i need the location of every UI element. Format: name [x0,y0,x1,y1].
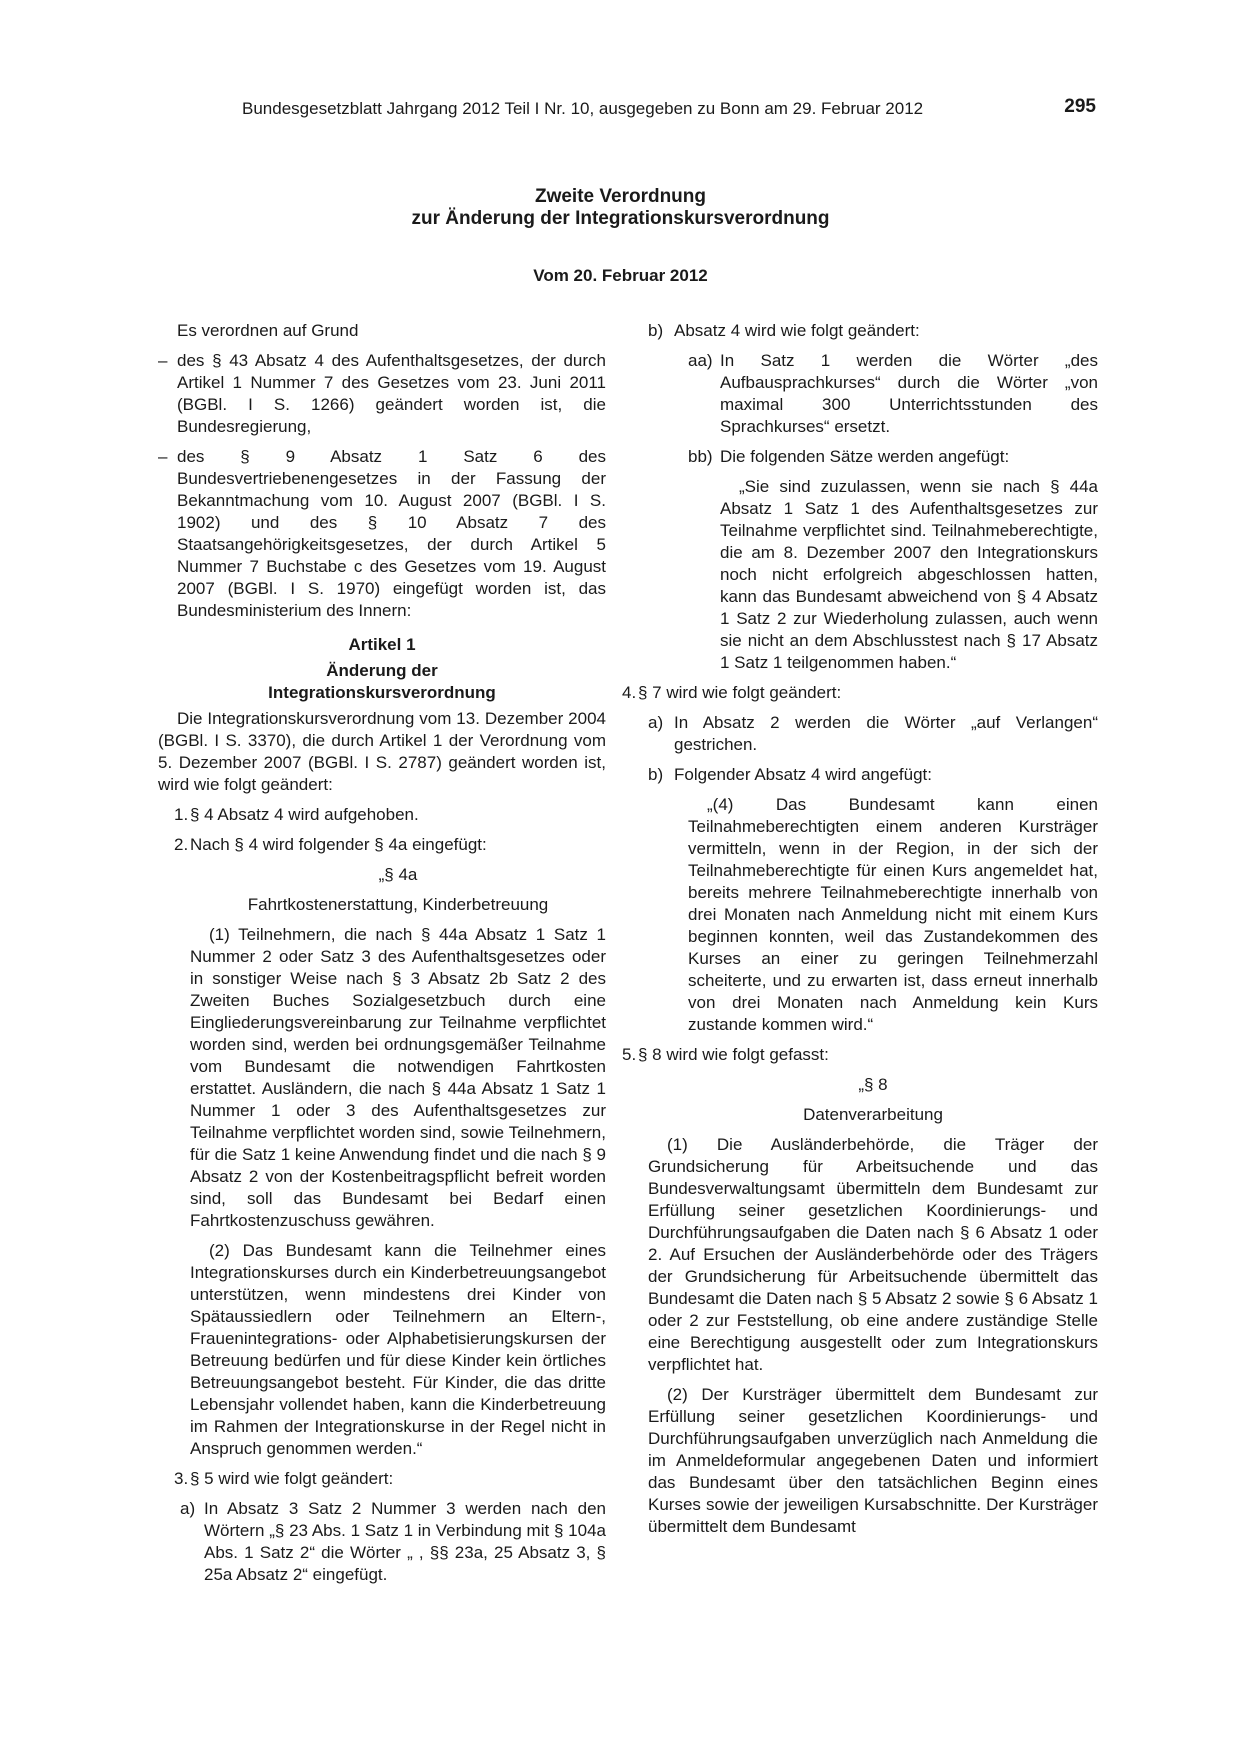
running-title: Bundesgesetzblatt Jahrgang 2012 Teil I Nr. 10, ausgegeben zu Bonn am 29. Februar 2012 [242,99,924,118]
item-letter: aa) [688,351,713,370]
amendment-item-3b-bb [648,446,1098,468]
item-text: § 5 wird wie folgt geändert: [190,1469,394,1488]
item-text: § 8 wird wie folgt gefasst: [638,1045,829,1064]
amendment-item-1 [158,804,606,826]
section-8-paragraph-2: (2) Der Kursträger übermittelt dem Bundesamt zur Erfüllung seiner gesetzlichen Koordinierungs- und Durchführungsaufgaben unverzüglich nach Anmeldung die im Anmeldeformular angegebenen Daten und informiert das Bundesamt über den tatsächlichen Beginn eines Kurses sowie der jeweiligen Kursabschnitte. Der Kursträger übermittelt dem Bundesamt [648,1385,1098,1536]
dash-marker: – [158,447,168,466]
amendment-item-3b [648,320,1098,342]
article-label: Artikel 1 [348,635,416,654]
item-letter: a) [180,1499,196,1518]
left-column [158,320,606,1594]
item-text: In Absatz 2 werden die Wörter „auf Verlangen“ gestrichen. [674,713,1098,754]
item-text: § 4 Absatz 4 wird aufgehoben. [190,805,419,824]
item-number: 4. [622,683,637,702]
title-line-1: Zweite Verordnung [534,186,707,207]
amendment-item-4a [648,712,1098,756]
article-title-line-2: Integrationskursverordnung [268,683,496,702]
item-letter: b) [648,321,664,340]
item-text: In Satz 1 werden die Wörter „des Aufbausprachkurses“ durch die Wörter „von maximal 300 Unterrichtsstunden des Sprachkurses“ ersetzt. [720,351,1098,436]
section-7-para-4-quote: „(4) Das Bundesamt kann einen Teilnahmeberechtigten einem anderen Kursträger vermitteln, wenn in der Region, in der sich der Teilnahmeberechtigte für einen Kurs angemeldet hat, bereits mehrere Teilnahmeberechtigte innerhalb von drei Monaten nach Anmeldung nicht mit einem Kurs beginnen konnten, weil das Zustandekommen des Kurses an einer zu geringen Teilnehmerzahl scheiterte, und zu erwarten ist, dass erneut innerhalb von drei Monaten nach Anmeldung kein Kurs zustande kommen wird.“ [688,795,1098,1034]
section-4a-title: Fahrtkostenerstattung, Kinderbetreuung [247,895,549,914]
page-number: 295 [1064,96,1096,117]
item-text: Die folgenden Sätze werden angefügt: [720,447,1010,466]
legal-basis-text: des § 43 Absatz 4 des Aufenthaltsgesetzes, der durch Artikel 1 Nummer 7 des Gesetzes vom 23. Juni 2011 (BGBl. I S. 1266) geändert worden ist, die Bundesregierung, [177,351,606,436]
section-8-label: „§ 8 [858,1075,888,1094]
preamble-intro: Es verordnen auf Grund [177,321,359,340]
item-letter: bb) [688,447,713,466]
item-number: 1. [174,805,189,824]
document-title-block [0,186,1241,287]
item-letter: a) [648,713,664,732]
dash-marker: – [158,351,168,370]
amendment-item-3b-aa [648,350,1098,438]
item-number: 5. [622,1045,637,1064]
item-text: In Absatz 3 Satz 2 Nummer 3 werden nach den Wörtern „§ 23 Abs. 1 Satz 1 in Verbindung mit § 104a Abs. 1 Satz 2“ die Wörter „ , §§ 23a, 25 Absatz 3, § 25a Absatz 2“ eingefügt. [204,1499,606,1584]
amendment-item-5 [622,1044,1098,1066]
right-column [622,320,1098,1546]
title-line-2: zur Änderung der Integrationskursverordnung [411,208,830,229]
amendment-item-4 [622,682,1098,704]
section-8-paragraph-1: (1) Die Ausländerbehörde, die Träger der Grundsicherung für Arbeitsuchende und das Bundesverwaltungsamt übermitteln dem Bundesamt zur Erfüllung seiner gesetzlichen Koordinierungs- und Durchführungsaufgaben die Daten nach § 6 Absatz 1 oder 2. Auf Ersuchen der Ausländerbehörde oder des Trägers der Grundsicherung für Arbeitsuchende übermittelt das Bundesamt die Daten nach § 5 Absatz 2 sowie § 6 Absatz 1 oder 2 zur Feststellung, ob eine andere zuständige Stelle eine Berechtigung ausgestellt oder zum Integrationskurs verpflichtet hat. [648,1135,1098,1374]
legal-basis-item [158,446,606,622]
document-date: Vom 20. Februar 2012 [533,266,708,285]
article-intro: Die Integrationskursverordnung vom 13. Dezember 2004 (BGBl. I S. 3370), die durch Artikel 1 der Verordnung vom 5. Dezember 2007 (BGBl. I S. 2787) geändert worden ist, wird wie folgt geändert: [158,709,606,794]
amendment-item-4b [648,764,1098,786]
section-4a-block [158,864,606,1460]
article-title-line-1: Änderung der [326,661,438,680]
item-number: 3. [174,1469,189,1488]
item-text: Folgender Absatz 4 wird angefügt: [674,765,932,784]
amendment-item-3 [158,1468,606,1490]
item-text: Nach § 4 wird folgender § 4a eingefügt: [190,835,487,854]
section-4a-label: „§ 4a [378,865,418,884]
legal-basis-text: des § 9 Absatz 1 Satz 6 des Bundesvertriebenengesetzes in der Fassung der Bekanntmachung vom 10. August 2007 (BGBl. I S. 1902) und des § 10 Absatz 7 des Staatsangehörigkeitsgesetzes, der durch Artikel 5 Nummer 7 Buchstabe c des Gesetzes vom 19. August 2007 (BGBl. I S. 1970) eingefügt worden ist, das Bundesministerium des Innern: [177,447,606,620]
section-4a-paragraph-2: (2) Das Bundesamt kann die Teilnehmer eines Integrationskurses durch ein Kinderbetreuungsangebot unterstützen, wenn mindestens drei Kinder von Spätaussiedlern oder Teilnehmern an Eltern-, Frauenintegrations- oder Alphabetisierungskursen der Betreuung bedürfen und für diese Kinder kein örtliches Betreuungsangebot besteht. Für Kinder, die das dritte Lebensjahr vollendet haben, kann die Kinderbetreuung im Rahmen der Integrationskurse in der Regel nicht in Anspruch genommen werden.“ [190,1241,606,1458]
item-letter: b) [648,765,664,784]
section-8-title: Datenverarbeitung [803,1105,943,1124]
bb-quoted-text: „Sie sind zuzulassen, wenn sie nach § 44a Absatz 1 Satz 1 des Aufenthaltsgesetzes zur Teilnahme verpflichtet sind. Teilnahmeberechtigte, die am 8. Dezember 2007 den Integrationskurs noch nicht erfolgreich abgeschlossen hatten, kann das Bundesamt abweichend von § 4 Absatz 1 Satz 2 zur Wiederholung zulassen, auch wenn sie nicht an dem Abschlusstest nach § 17 Absatz 1 Satz 1 teilgenommen haben.“ [720,477,1098,672]
legal-basis-item [158,350,606,438]
item-text: Absatz 4 wird wie folgt geändert: [674,321,920,340]
section-8-block [648,1074,1098,1538]
section-4a-paragraph-1: (1) Teilnehmern, die nach § 44a Absatz 1 Satz 1 Nummer 2 oder Satz 3 des Aufenthaltsgesetzes oder in sonstiger Weise nach § 3 Absatz 2b Satz 2 des Zweiten Buches Sozialgesetzbuch durch eine Eingliederungsvereinbarung zur Teilnahme verpflichtet worden sind, werden bei ordnungsgemäßer Teilnahme vom Bundesamt die notwendigen Fahrtkosten erstattet. Ausländern, die nach § 44a Absatz 1 Satz 1 Nummer 1 oder 3 des Aufenthaltsgesetzes zur Teilnahme verpflichtet worden sind, sowie Teilnehmern, für die Satz 1 keine Anwendung findet und die nach § 9 Absatz 2 von der Kostenbeitragspflicht befreit worden sind, soll das Bundesamt bei Bedarf einen Fahrtkostenzuschuss gewähren. [190,925,606,1230]
amendment-item-2 [158,834,606,856]
item-number: 2. [174,835,189,854]
item-text: § 7 wird wie folgt geändert: [638,683,842,702]
amendment-item-3a [158,1498,606,1586]
